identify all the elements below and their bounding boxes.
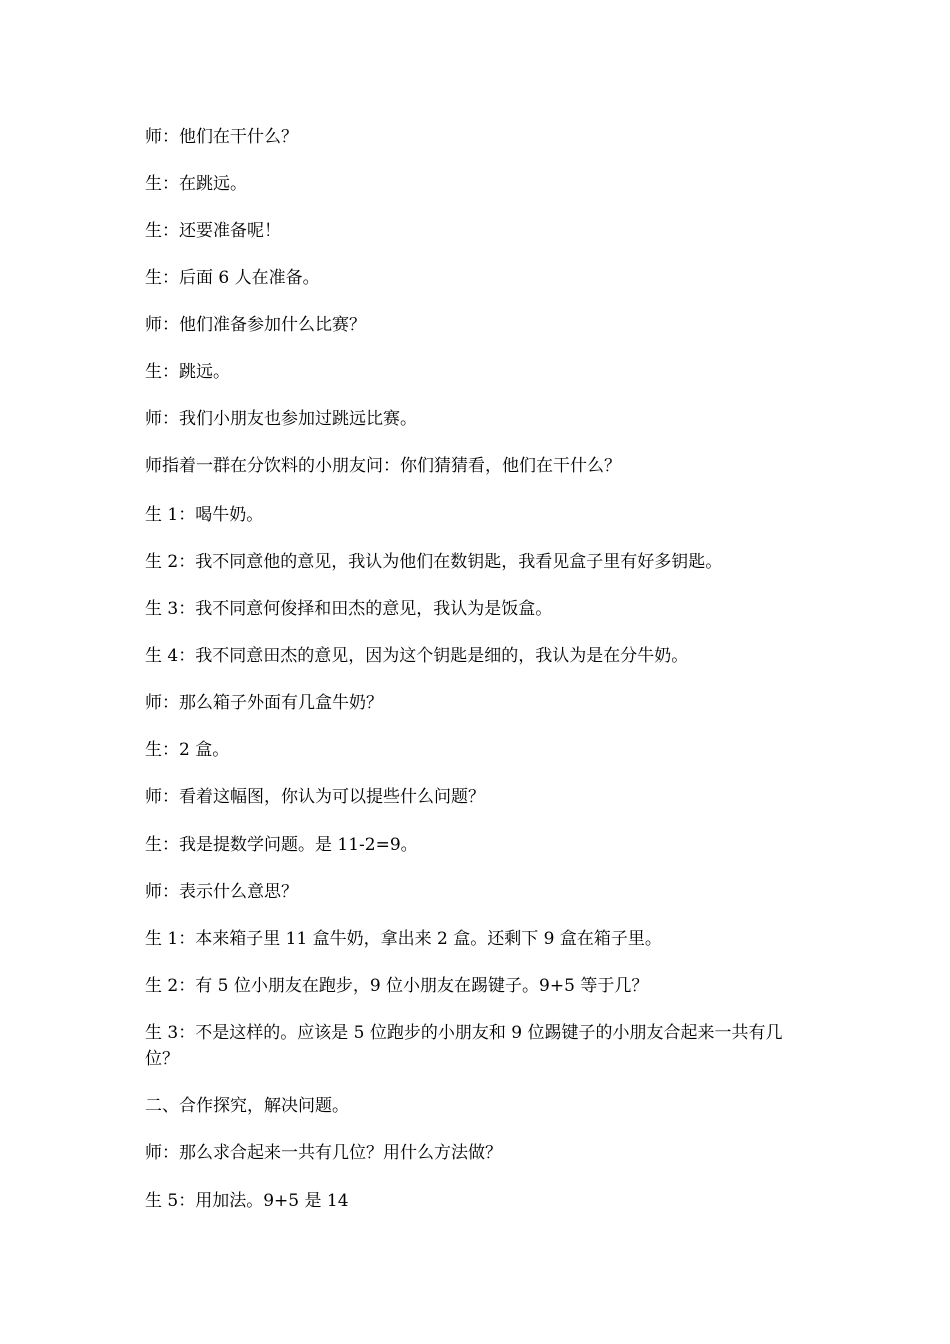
dialogue-line-9: 生 1：喝牛奶。 bbox=[145, 505, 264, 525]
section-heading: 二、合作探究，解决问题。 bbox=[145, 1096, 349, 1116]
dialogue-line-16: 生：我是提数学问题。是 11-2=9。 bbox=[145, 835, 418, 855]
dialogue-line-22: 师：那么求合起来一共有几位？用什么方法做？ bbox=[145, 1143, 502, 1163]
dialogue-line-4: 生：后面 6 人在准备。 bbox=[145, 268, 320, 288]
dialogue-line-5: 师：他们准备参加什么比赛？ bbox=[145, 315, 366, 335]
dialogue-line-2: 生：在跳远。 bbox=[145, 174, 247, 194]
dialogue-line-13: 师：那么箱子外面有几盒牛奶？ bbox=[145, 693, 383, 713]
dialogue-line-23: 生 5：用加法。9+5 是 14 bbox=[145, 1191, 349, 1211]
dialogue-line-7: 师：我们小朋友也参加过跳远比赛。 bbox=[145, 409, 417, 429]
dialogue-line-18: 生 1：本来箱子里 11 盒牛奶，拿出来 2 盒。还剩下 9 盒在箱子里。 bbox=[145, 929, 662, 949]
dialogue-line-3: 生：还要准备呢！ bbox=[145, 221, 281, 241]
dialogue-line-20: 生 3：不是这样的。应该是 5 位跑步的小朋友和 9 位踢键子的小朋友合起来一共有几位？ bbox=[145, 1023, 783, 1069]
dialogue-line-10: 生 2：我不同意他的意见，我认为他们在数钥匙，我看见盒子里有好多钥匙。 bbox=[145, 552, 723, 572]
dialogue-line-19: 生 2：有 5 位小朋友在跑步，9 位小朋友在踢键子。9+5 等于几？ bbox=[145, 976, 649, 996]
dialogue-line-12: 生 4：我不同意田杰的意见，因为这个钥匙是细的，我认为是在分牛奶。 bbox=[145, 646, 689, 666]
dialogue-line-11: 生 3：我不同意何俊择和田杰的意见，我认为是饭盒。 bbox=[145, 599, 553, 619]
dialogue-line-14: 生：2 盒。 bbox=[145, 740, 230, 760]
dialogue-line-17: 师：表示什么意思？ bbox=[145, 882, 298, 902]
dialogue-line-8: 师指着一群在分饮料的小朋友问：你们猜猜看，他们在干什么？ bbox=[145, 456, 621, 476]
dialogue-line-6: 生：跳远。 bbox=[145, 362, 230, 382]
dialogue-line-15: 师：看着这幅图，你认为可以提些什么问题？ bbox=[145, 787, 485, 807]
dialogue-line-1: 师：他们在干什么？ bbox=[145, 127, 298, 147]
